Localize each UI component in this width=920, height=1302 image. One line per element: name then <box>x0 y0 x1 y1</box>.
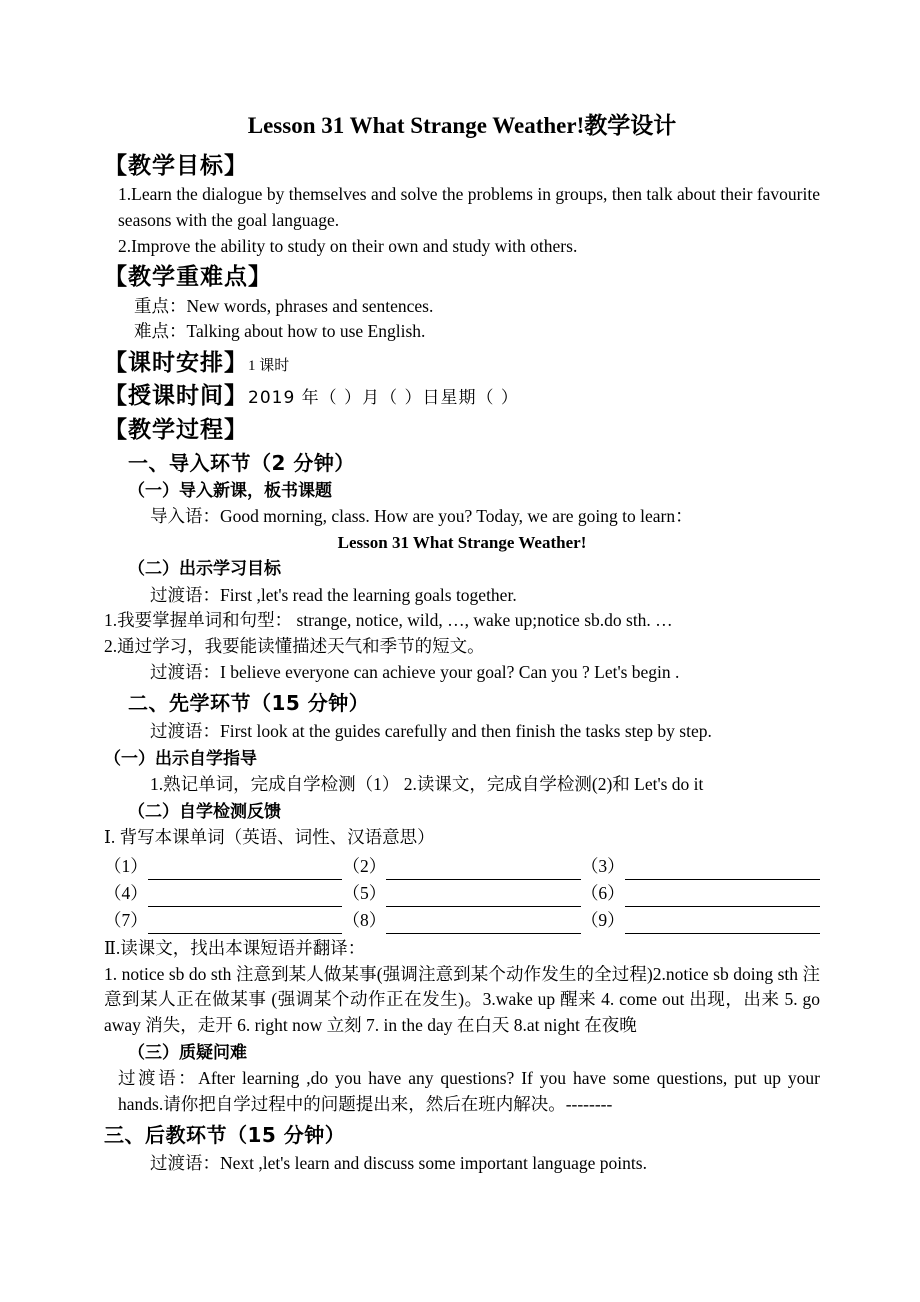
class-schedule-label: 【课时安排】 <box>104 350 248 377</box>
blank-number: （5） <box>342 883 387 904</box>
class-time-value: 2019 年（ ）月（ ）日星期（ ） <box>248 388 519 409</box>
pre-learning-transition-line: 过渡语：First look at the guides carefully and then finish the tasks step by step. <box>150 721 712 742</box>
blank-number: （1） <box>104 856 148 877</box>
blank-answer-field[interactable] <box>625 906 820 933</box>
subheading-show-learning-goals: （二）出示学习目标 <box>128 559 281 580</box>
objective-item-2: 2.Improve the ability to study on their own and study with others. <box>118 235 578 256</box>
section-heading-part-one: 一、导入环节（2 分钟） <box>128 451 355 476</box>
raise-questions-transition-line: 过渡语：After learning ,do you have any questions? If you have some questions, put up your hands.请你把自学过程中的问题提出来，然后在班内解决。-------- <box>118 1067 820 1114</box>
blank-number: （3） <box>580 856 625 877</box>
table-row <box>104 853 820 880</box>
lesson-title-centered: Lesson 31 What Strange Weather! <box>337 532 587 552</box>
subheading-self-test-feedback: （二）自学检测反馈 <box>128 802 281 823</box>
learning-goal-1: 1.我要掌握单词和句型： strange, notice, wild, …, wake up;notice sb.do sth. … <box>104 610 673 631</box>
table-row <box>104 906 820 933</box>
section-heading-part-three: 三、后教环节（15 分钟） <box>104 1123 346 1148</box>
lead-in-transition-line: 导入语：Good morning, class. How are you? Today, we are going to learn： <box>150 506 693 527</box>
table-row <box>104 879 820 906</box>
learning-goals-transition-line: 过渡语：First ,let's read the learning goals together. <box>150 584 517 605</box>
class-time-label: 【授课时间】 <box>104 383 248 410</box>
section-heading-part-two: 二、先学环节（15 分钟） <box>128 691 370 716</box>
subheading-self-study-guide: （一）出示自学指导 <box>104 749 257 770</box>
learning-goals-closing-transition: 过渡语：I believe everyone can achieve your goal? Can you ? Let's begin . <box>150 661 680 682</box>
blank-number: （6） <box>580 883 625 904</box>
post-teaching-transition-line: 过渡语：Next ,let's learn and discuss some important language points. <box>150 1153 647 1174</box>
page-title: Lesson 31 What Strange Weather!教学设计 <box>247 113 677 138</box>
task-two-label: Ⅱ.读课文，找出本课短语并翻译： <box>104 937 366 958</box>
blank-answer-field[interactable] <box>386 906 581 933</box>
objective-item-1: 1.Learn the dialogue by themselves and solve the problems in groups, then talk about their favourite seasons with the goal language. <box>118 184 820 230</box>
heading-teaching-process: 【教学过程】 <box>104 416 248 443</box>
difficult-point-line: 难点：Talking about how to use English. <box>134 321 426 342</box>
heading-class-time <box>104 381 820 411</box>
blank-number: （2） <box>342 856 387 877</box>
blank-answer-field[interactable] <box>386 853 581 880</box>
word-blanks-grid <box>104 853 820 934</box>
key-point-line: 重点：New words, phrases and sentences. <box>134 295 434 316</box>
subheading-lead-in-new-lesson: （一）导入新课，板书课题 <box>128 481 332 502</box>
subheading-raise-questions: （三）质疑问难 <box>128 1042 247 1063</box>
document-body <box>104 112 820 1177</box>
blank-answer-field[interactable] <box>625 853 820 880</box>
heading-key-and-difficult-points: 【教学重难点】 <box>104 264 272 291</box>
blank-answer-field[interactable] <box>386 879 581 906</box>
task-one-label: Ⅰ. 背写本课单词（英语、词性、汉语意思） <box>104 827 435 848</box>
learning-goal-2: 2.通过学习，我要能读懂描述天气和季节的短文。 <box>104 636 485 657</box>
blank-number: （8） <box>342 910 387 931</box>
blank-answer-field[interactable] <box>148 906 343 933</box>
blank-answer-field[interactable] <box>625 879 820 906</box>
blank-number: （7） <box>104 910 148 931</box>
class-schedule-value: 1 课时 <box>248 358 290 375</box>
self-study-guide-line: 1.熟记单词，完成自学检测（1） 2.读课文，完成自学检测(2)和 Let's do it <box>150 774 704 795</box>
heading-teaching-objectives: 【教学目标】 <box>104 152 248 179</box>
heading-class-schedule <box>104 348 820 378</box>
blank-answer-field[interactable] <box>148 879 343 906</box>
phrases-translation-paragraph: 1. notice sb do sth 注意到某人做某事(强调注意到某个动作发生的全过程)2.notice sb doing sth 注意到某人正在做某事 (强调某个动作正在发生)。3.wake up 醒来 4. come out 出现，出来 5. go away 消失，走开 6. right now 立刻 7. in the day 在白天 8.at night 在夜晚 <box>104 963 820 1036</box>
blank-answer-field[interactable] <box>148 853 343 880</box>
blank-number: （9） <box>580 910 625 931</box>
blank-number: （4） <box>104 883 148 904</box>
